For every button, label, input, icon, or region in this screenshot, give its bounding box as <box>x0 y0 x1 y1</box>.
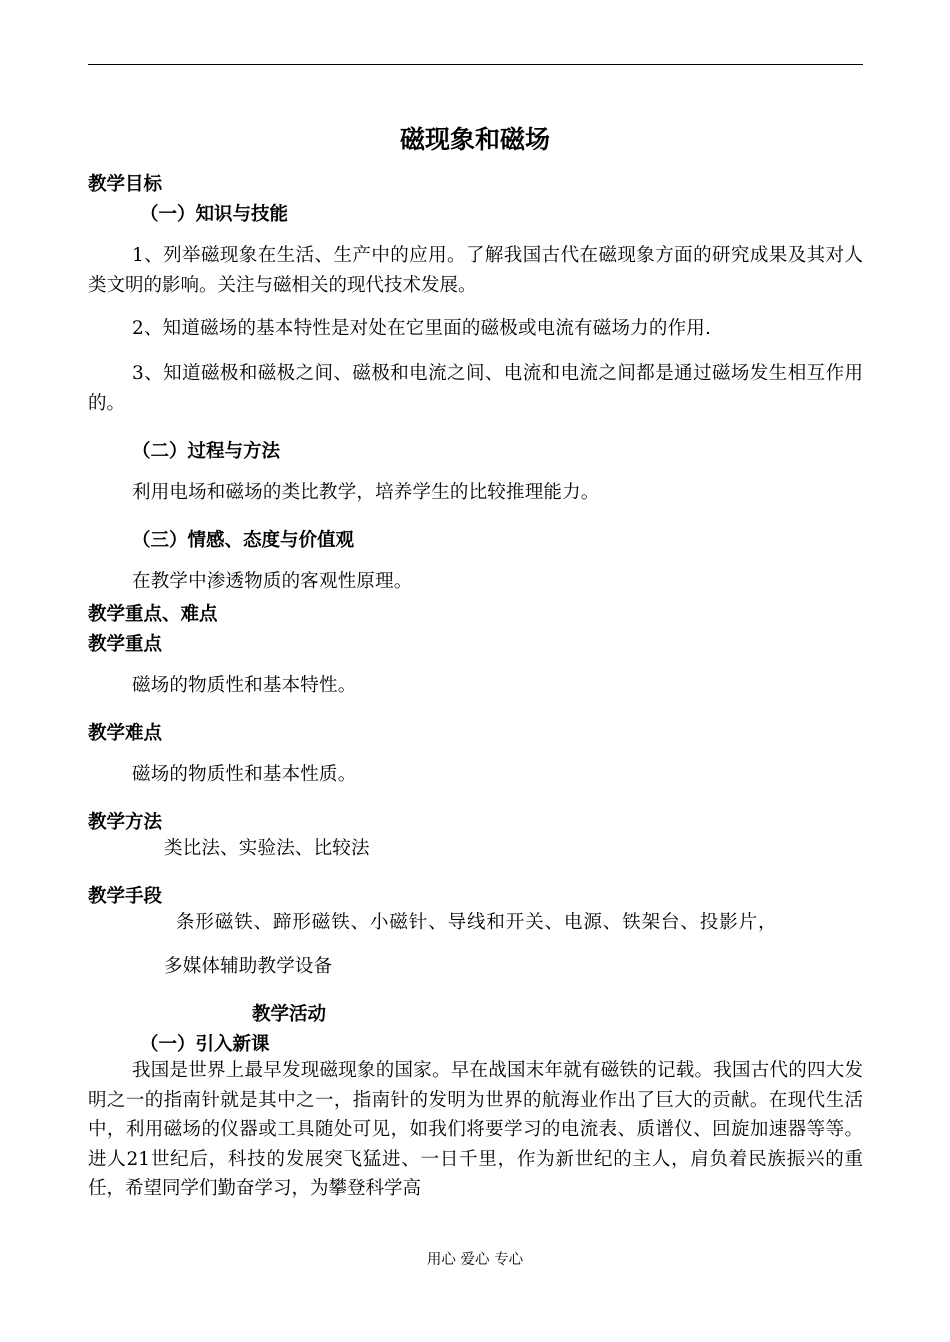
header-rule <box>88 64 863 65</box>
activities-heading: 教学活动 <box>252 1004 327 1025</box>
knowledge-item-3: 3、知道磁极和磁极之间、磁极和电流之间、电流和电流之间都是通过磁场发生相互作用的。 <box>88 363 863 414</box>
means-line-1: 条形磁铁、蹄形磁铁、小磁针、导线和开关、电源、铁架台、投影片， <box>176 912 778 933</box>
page-title: 磁现象和磁场 <box>399 125 550 154</box>
difficult-heading: 教学难点 <box>88 723 163 744</box>
key-difficult-heading: 教学重点、难点 <box>88 604 218 625</box>
knowledge-heading: （一）知识与技能 <box>140 204 289 225</box>
method-text: 类比法、实验法、比较法 <box>164 838 370 859</box>
knowledge-item-1: 1、列举磁现象在生活、生产中的应用。了解我国古代在磁现象方面的研究成果及其对人类文明的影响。关注与磁相关的现代技术发展。 <box>88 245 863 296</box>
key-text: 磁场的物质性和基本特性。 <box>132 675 357 696</box>
page-footer: 用心 爱心 专心 <box>426 1252 524 1268</box>
process-text: 利用电场和磁场的类比教学，培养学生的比较推理能力。 <box>132 482 600 503</box>
intro-heading: （一）引入新课 <box>140 1034 270 1055</box>
key-heading: 教学重点 <box>88 634 163 655</box>
process-heading: （二）过程与方法 <box>132 441 281 462</box>
intro-text: 我国是世界上最早发现磁现象的国家。早在战国末年就有磁铁的记载。我国古代的四大发明之一的指南针就是其中之一，指南针的发明为世界的航海业作出了巨大的贡献。在现代生活中，利用磁场的仪器或工具随处可见，如我们将要学习的电流表、质谱仪、回旋加速器等等。进人21世纪后，科技的发展突飞猛进、一日千里，作为新世纪的主人，肩负着民族振兴的重任，希望同学们勤奋学习，为攀登科学高 <box>88 1060 863 1199</box>
method-heading: 教学方法 <box>88 812 163 833</box>
objectives-heading: 教学目标 <box>88 174 163 195</box>
emotion-heading: （三）情感、态度与价值观 <box>132 530 355 551</box>
means-heading: 教学手段 <box>88 886 163 907</box>
difficult-text: 磁场的物质性和基本性质。 <box>132 764 357 785</box>
means-line-2: 多媒体辅助教学设备 <box>164 956 333 977</box>
emotion-text: 在教学中渗透物质的客观性原理。 <box>132 571 413 592</box>
knowledge-item-2: 2、知道磁场的基本特性是对处在它里面的磁极或电流有磁场力的作用. <box>132 318 712 339</box>
